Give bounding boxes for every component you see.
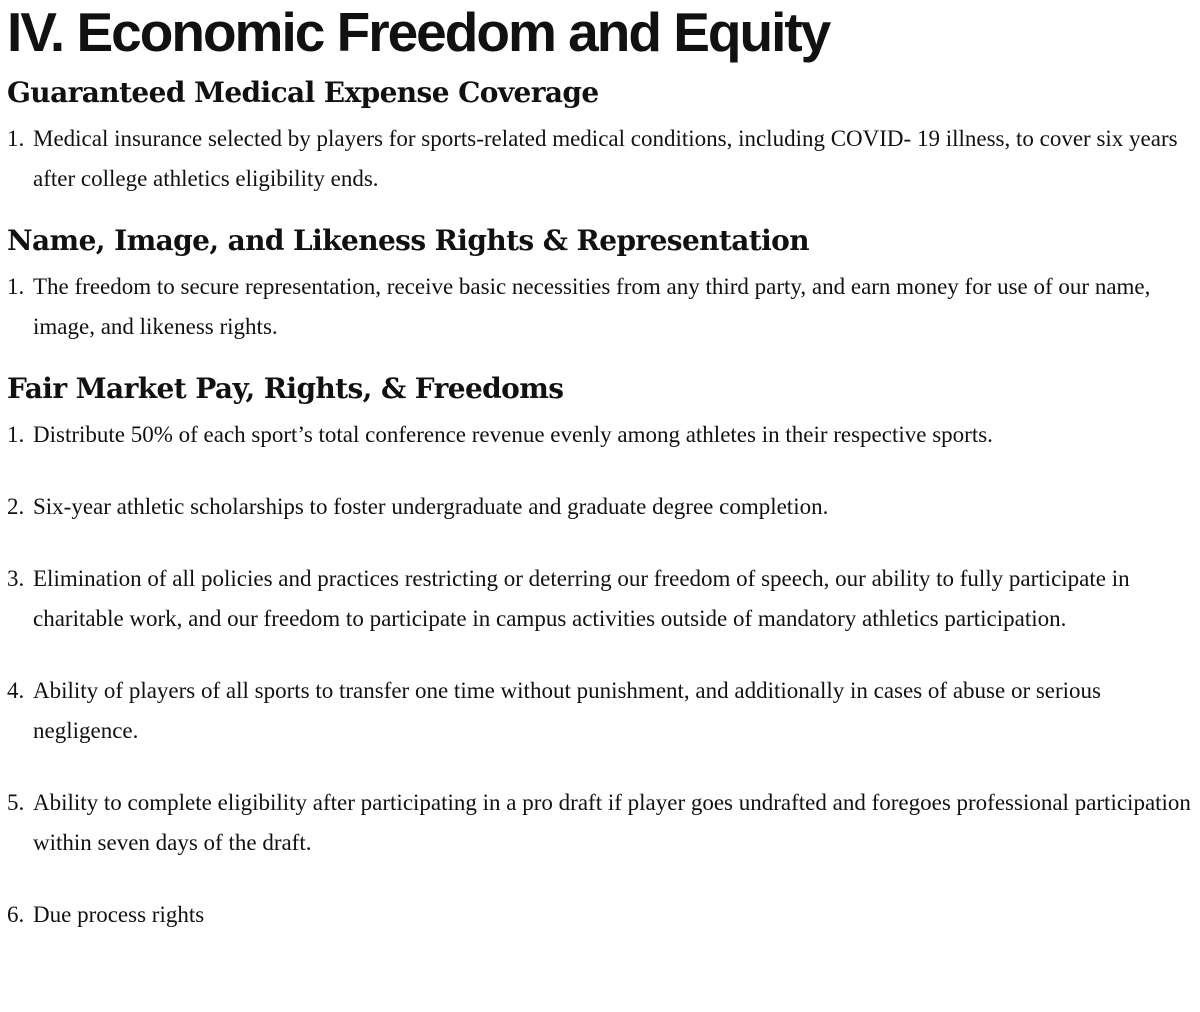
item-number: 5. [7,790,25,815]
item-text: Due process rights [33,902,205,927]
item-number: 1. [7,126,25,151]
list-item [7,267,1200,347]
item-text: Ability to complete eligibility after participating in a pro draft if player goes undrafted and foregoes professional participation within seven days of the draft. [33,790,1191,855]
page-title: IV. Economic Freedom and Equity [7,1,830,63]
item-text: The freedom to secure representation, receive basic necessities from any third party, and earn money for use of our name, image, and likeness rights. [33,274,1151,339]
item-number: 1. [7,274,25,299]
item-text: Six-year athletic scholarships to foster undergraduate and graduate degree completion. [33,494,829,519]
section-heading-fair-market-pay: Fair Market Pay, Rights, & Freedoms [7,372,564,405]
section-heading-nil-rights: Name, Image, and Likeness Rights & Representation [7,224,810,257]
nil-rights-list [7,267,1200,347]
item-number: 1. [7,422,25,447]
item-number: 2. [7,494,25,519]
item-text: Medical insurance selected by players for sports-related medical conditions, including COVID- 19 illness, to cover six years after college athletics eligibility ends. [33,126,1178,191]
item-number: 4. [7,678,25,703]
item-number: 3. [7,566,25,591]
list-item [7,559,1200,639]
list-item [7,783,1200,863]
list-item [7,415,1200,455]
item-text: Elimination of all policies and practices restricting or deterring our freedom of speech, our ability to fully participate in charitable work, and our freedom to participate in campus activities outside of mandatory athletics participation. [33,566,1130,631]
list-item [7,119,1200,199]
list-item [7,487,1200,527]
list-item [7,671,1200,751]
list-item [7,895,1200,935]
item-text: Ability of players of all sports to transfer one time without punishment, and additionally in cases of abuse or serious negligence. [33,678,1102,743]
item-number: 6. [7,902,25,927]
medical-coverage-list [7,119,1200,199]
fair-market-pay-list [7,415,1200,935]
section-heading-medical-coverage: Guaranteed Medical Expense Coverage [7,76,599,109]
item-text: Distribute 50% of each sport’s total conference revenue evenly among athletes in their respective sports. [33,422,993,447]
